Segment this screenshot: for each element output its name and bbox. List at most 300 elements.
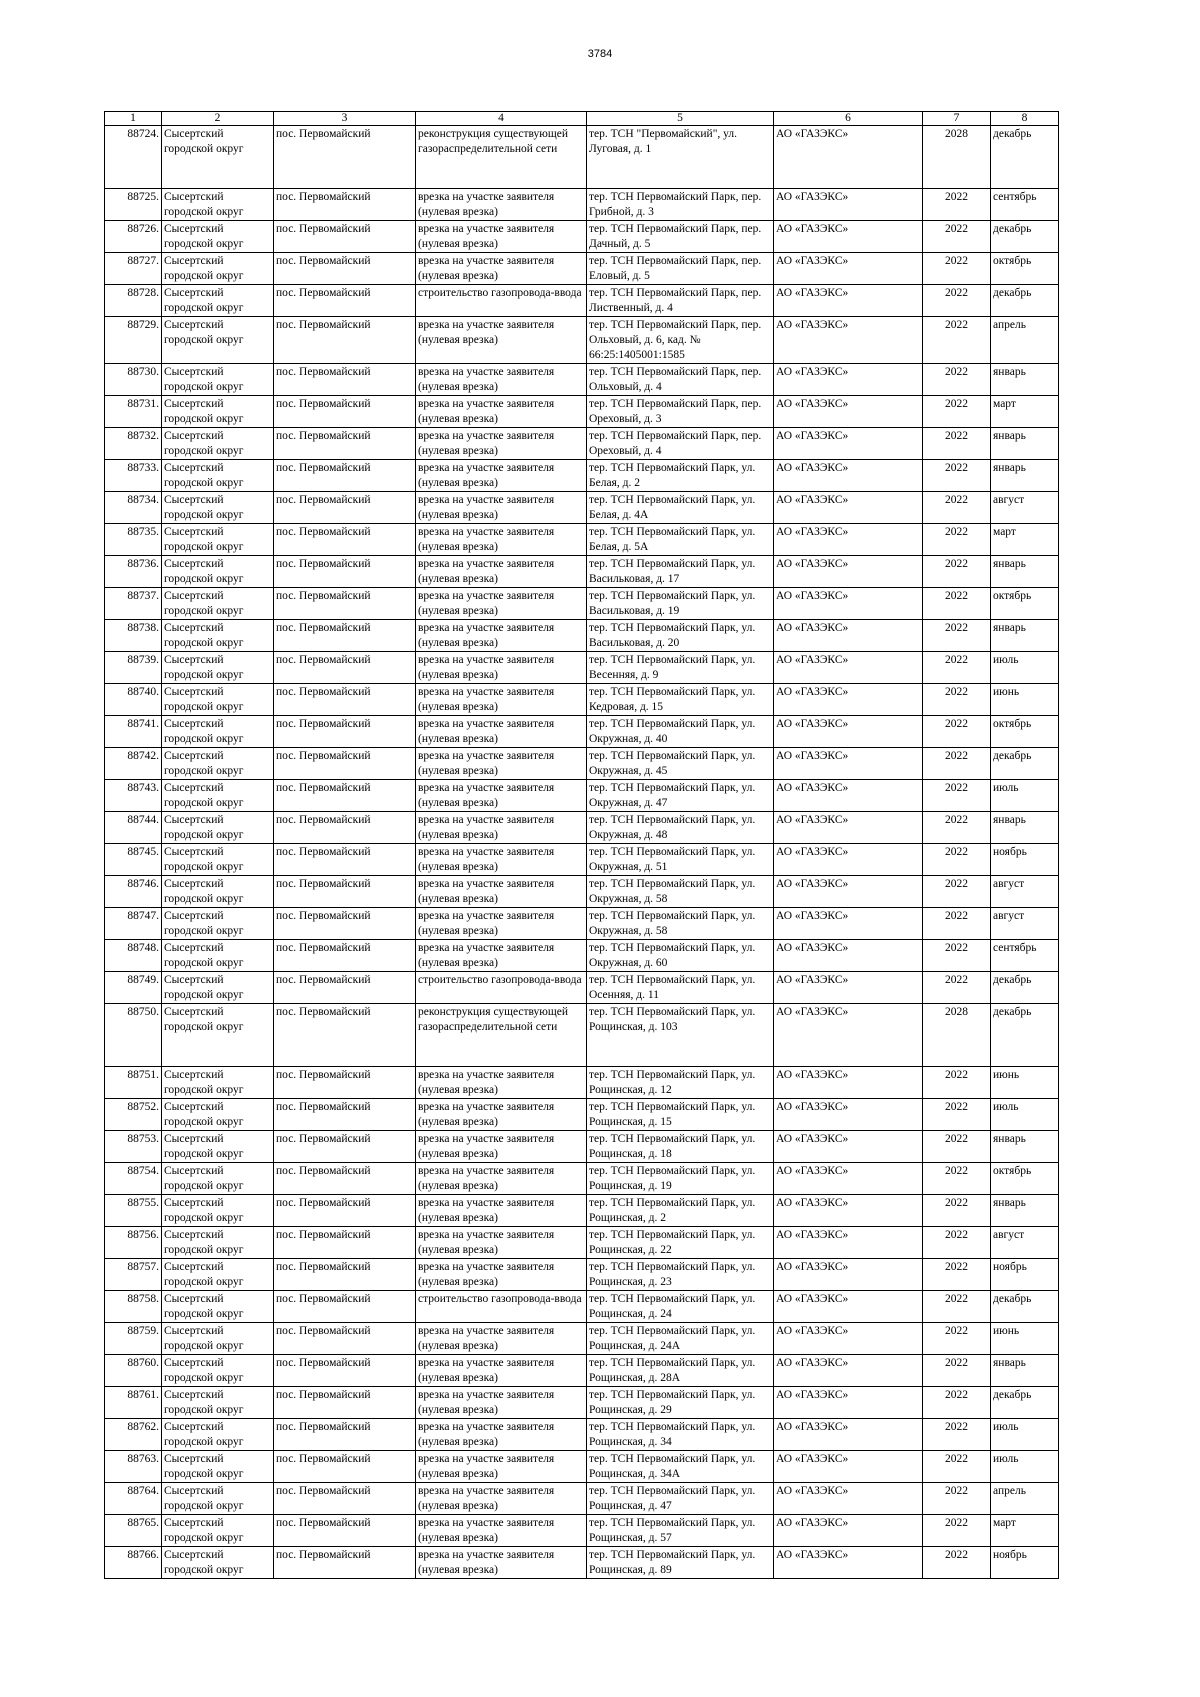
month-cell: декабрь	[991, 972, 1059, 1004]
table-row	[105, 189, 1059, 221]
row-number: 88742.	[105, 748, 162, 780]
district-cell: Сысертский городской округ	[162, 1004, 274, 1067]
year-cell: 2022	[923, 1195, 991, 1227]
locality-cell: пос. Первомайский	[274, 1291, 416, 1323]
address-cell: тер. ТСН Первомайский Парк, пер. Ореховый, д. 4	[587, 428, 774, 460]
row-number: 88736.	[105, 556, 162, 588]
month-cell: январь	[991, 556, 1059, 588]
month-cell: ноябрь	[991, 1547, 1059, 1579]
work-type-cell: врезка на участке заявителя (нулевая врезка)	[416, 1195, 587, 1227]
month-cell: январь	[991, 812, 1059, 844]
work-type-cell: врезка на участке заявителя (нулевая врезка)	[416, 684, 587, 716]
month-cell: август	[991, 908, 1059, 940]
address-cell: тер. ТСН Первомайский Парк, ул. Окружная, д. 58	[587, 876, 774, 908]
row-number: 88734.	[105, 492, 162, 524]
month-cell: август	[991, 876, 1059, 908]
column-header: 5	[587, 112, 774, 126]
address-cell: тер. ТСН Первомайский Парк, ул. Васильковая, д. 19	[587, 588, 774, 620]
address-cell: тер. ТСН Первомайский Парк, ул. Рощинская, д. 29	[587, 1387, 774, 1419]
organization-cell: АО «ГАЗЭКС»	[774, 780, 923, 812]
row-number: 88762.	[105, 1419, 162, 1451]
row-number: 88743.	[105, 780, 162, 812]
table-row	[105, 1067, 1059, 1099]
row-number: 88731.	[105, 396, 162, 428]
district-cell: Сысертский городской округ	[162, 588, 274, 620]
work-type-cell: врезка на участке заявителя (нулевая врезка)	[416, 253, 587, 285]
address-cell: тер. ТСН Первомайский Парк, ул. Окружная, д. 60	[587, 940, 774, 972]
organization-cell: АО «ГАЗЭКС»	[774, 1515, 923, 1547]
work-type-cell: врезка на участке заявителя (нулевая врезка)	[416, 1259, 587, 1291]
table-row	[105, 588, 1059, 620]
organization-cell: АО «ГАЗЭКС»	[774, 524, 923, 556]
month-cell: декабрь	[991, 285, 1059, 317]
locality-cell: пос. Первомайский	[274, 285, 416, 317]
organization-cell: АО «ГАЗЭКС»	[774, 620, 923, 652]
table-row	[105, 1547, 1059, 1579]
district-cell: Сысертский городской округ	[162, 1419, 274, 1451]
organization-cell: АО «ГАЗЭКС»	[774, 684, 923, 716]
district-cell: Сысертский городской округ	[162, 972, 274, 1004]
year-cell: 2022	[923, 908, 991, 940]
work-type-cell: врезка на участке заявителя (нулевая врезка)	[416, 428, 587, 460]
organization-cell: АО «ГАЗЭКС»	[774, 556, 923, 588]
month-cell: январь	[991, 428, 1059, 460]
organization-cell: АО «ГАЗЭКС»	[774, 1291, 923, 1323]
work-type-cell: врезка на участке заявителя (нулевая врезка)	[416, 1227, 587, 1259]
organization-cell: АО «ГАЗЭКС»	[774, 428, 923, 460]
locality-cell: пос. Первомайский	[274, 460, 416, 492]
work-type-cell: врезка на участке заявителя (нулевая врезка)	[416, 716, 587, 748]
row-number: 88755.	[105, 1195, 162, 1227]
row-number: 88751.	[105, 1067, 162, 1099]
table-row	[105, 221, 1059, 253]
year-cell: 2022	[923, 1291, 991, 1323]
month-cell: сентябрь	[991, 940, 1059, 972]
row-number: 88727.	[105, 253, 162, 285]
district-cell: Сысертский городской округ	[162, 1195, 274, 1227]
organization-cell: АО «ГАЗЭКС»	[774, 126, 923, 189]
address-cell: тер. ТСН Первомайский Парк, ул. Рощинская, д. 89	[587, 1547, 774, 1579]
organization-cell: АО «ГАЗЭКС»	[774, 396, 923, 428]
locality-cell: пос. Первомайский	[274, 428, 416, 460]
year-cell: 2022	[923, 189, 991, 221]
locality-cell: пос. Первомайский	[274, 844, 416, 876]
organization-cell: АО «ГАЗЭКС»	[774, 253, 923, 285]
district-cell: Сысертский городской округ	[162, 317, 274, 364]
address-cell: тер. ТСН Первомайский Парк, ул. Белая, д. 5А	[587, 524, 774, 556]
address-cell: тер. ТСН Первомайский Парк, ул. Рощинская, д. 24А	[587, 1323, 774, 1355]
organization-cell: АО «ГАЗЭКС»	[774, 317, 923, 364]
district-cell: Сысертский городской округ	[162, 524, 274, 556]
work-type-cell: врезка на участке заявителя (нулевая врезка)	[416, 780, 587, 812]
district-cell: Сысертский городской округ	[162, 1163, 274, 1195]
month-cell: ноябрь	[991, 844, 1059, 876]
work-type-cell: врезка на участке заявителя (нулевая врезка)	[416, 876, 587, 908]
row-number: 88763.	[105, 1451, 162, 1483]
organization-cell: АО «ГАЗЭКС»	[774, 1227, 923, 1259]
column-header: 1	[105, 112, 162, 126]
year-cell: 2022	[923, 812, 991, 844]
year-cell: 2022	[923, 1163, 991, 1195]
year-cell: 2022	[923, 1067, 991, 1099]
year-cell: 2022	[923, 1419, 991, 1451]
month-cell: июнь	[991, 1323, 1059, 1355]
table-row	[105, 1163, 1059, 1195]
organization-cell: АО «ГАЗЭКС»	[774, 972, 923, 1004]
row-number: 88724.	[105, 126, 162, 189]
table-row	[105, 428, 1059, 460]
district-cell: Сысертский городской округ	[162, 780, 274, 812]
table-row	[105, 620, 1059, 652]
work-type-cell: врезка на участке заявителя (нулевая врезка)	[416, 812, 587, 844]
work-type-cell: врезка на участке заявителя (нулевая врезка)	[416, 1323, 587, 1355]
locality-cell: пос. Первомайский	[274, 1195, 416, 1227]
work-type-cell: врезка на участке заявителя (нулевая врезка)	[416, 364, 587, 396]
month-cell: июнь	[991, 684, 1059, 716]
table-row	[105, 908, 1059, 940]
column-header: 8	[991, 112, 1059, 126]
organization-cell: АО «ГАЗЭКС»	[774, 364, 923, 396]
month-cell: июль	[991, 1419, 1059, 1451]
organization-cell: АО «ГАЗЭКС»	[774, 492, 923, 524]
locality-cell: пос. Первомайский	[274, 364, 416, 396]
address-cell: тер. ТСН Первомайский Парк, ул. Окружная, д. 48	[587, 812, 774, 844]
row-number: 88756.	[105, 1227, 162, 1259]
locality-cell: пос. Первомайский	[274, 716, 416, 748]
work-type-cell: врезка на участке заявителя (нулевая врезка)	[416, 189, 587, 221]
address-cell: тер. ТСН Первомайский Парк, ул. Рощинская, д. 47	[587, 1483, 774, 1515]
table-row	[105, 716, 1059, 748]
column-header: 6	[774, 112, 923, 126]
district-cell: Сысертский городской округ	[162, 652, 274, 684]
table-row	[105, 1323, 1059, 1355]
month-cell: декабрь	[991, 1291, 1059, 1323]
locality-cell: пос. Первомайский	[274, 1099, 416, 1131]
organization-cell: АО «ГАЗЭКС»	[774, 844, 923, 876]
row-number: 88749.	[105, 972, 162, 1004]
organization-cell: АО «ГАЗЭКС»	[774, 908, 923, 940]
row-number: 88752.	[105, 1099, 162, 1131]
district-cell: Сысертский городской округ	[162, 1451, 274, 1483]
row-number: 88728.	[105, 285, 162, 317]
address-cell: тер. ТСН Первомайский Парк, ул. Окружная, д. 40	[587, 716, 774, 748]
month-cell: октябрь	[991, 716, 1059, 748]
district-cell: Сысертский городской округ	[162, 285, 274, 317]
district-cell: Сысертский городской округ	[162, 1547, 274, 1579]
month-cell: октябрь	[991, 1163, 1059, 1195]
year-cell: 2022	[923, 221, 991, 253]
table-row	[105, 253, 1059, 285]
address-cell: тер. ТСН Первомайский Парк, ул. Васильковая, д. 17	[587, 556, 774, 588]
district-cell: Сысертский городской округ	[162, 1515, 274, 1547]
work-type-cell: врезка на участке заявителя (нулевая врезка)	[416, 524, 587, 556]
locality-cell: пос. Первомайский	[274, 221, 416, 253]
year-cell: 2022	[923, 972, 991, 1004]
work-type-cell: врезка на участке заявителя (нулевая врезка)	[416, 908, 587, 940]
month-cell: сентябрь	[991, 189, 1059, 221]
year-cell: 2028	[923, 1004, 991, 1067]
locality-cell: пос. Первомайский	[274, 492, 416, 524]
table-row	[105, 492, 1059, 524]
address-cell: тер. ТСН Первомайский Парк, ул. Кедровая, д. 15	[587, 684, 774, 716]
address-cell: тер. ТСН Первомайский Парк, ул. Рощинская, д. 19	[587, 1163, 774, 1195]
district-cell: Сысертский городской округ	[162, 126, 274, 189]
year-cell: 2022	[923, 652, 991, 684]
district-cell: Сысертский городской округ	[162, 221, 274, 253]
organization-cell: АО «ГАЗЭКС»	[774, 1259, 923, 1291]
address-cell: тер. ТСН Первомайский Парк, ул. Рощинская, д. 12	[587, 1067, 774, 1099]
row-number: 88760.	[105, 1355, 162, 1387]
district-cell: Сысертский городской округ	[162, 1323, 274, 1355]
table-row	[105, 285, 1059, 317]
month-cell: июль	[991, 652, 1059, 684]
district-cell: Сысертский городской округ	[162, 364, 274, 396]
row-number: 88737.	[105, 588, 162, 620]
month-cell: январь	[991, 364, 1059, 396]
month-cell: январь	[991, 620, 1059, 652]
work-type-cell: реконструкция существующей газораспределительной сети	[416, 1004, 587, 1067]
district-cell: Сысертский городской округ	[162, 940, 274, 972]
address-cell: тер. ТСН Первомайский Парк, ул. Окружная, д. 47	[587, 780, 774, 812]
locality-cell: пос. Первомайский	[274, 1355, 416, 1387]
table-row	[105, 652, 1059, 684]
address-cell: тер. ТСН Первомайский Парк, пер. Лиственный, д. 4	[587, 285, 774, 317]
organization-cell: АО «ГАЗЭКС»	[774, 1131, 923, 1163]
row-number: 88759.	[105, 1323, 162, 1355]
district-cell: Сысертский городской округ	[162, 908, 274, 940]
district-cell: Сысертский городской округ	[162, 748, 274, 780]
address-cell: тер. ТСН Первомайский Парк, пер. Ореховый, д. 3	[587, 396, 774, 428]
district-cell: Сысертский городской округ	[162, 396, 274, 428]
month-cell: октябрь	[991, 588, 1059, 620]
year-cell: 2022	[923, 1131, 991, 1163]
work-type-cell: врезка на участке заявителя (нулевая врезка)	[416, 1099, 587, 1131]
work-type-cell: врезка на участке заявителя (нулевая врезка)	[416, 748, 587, 780]
locality-cell: пос. Первомайский	[274, 1515, 416, 1547]
address-cell: тер. ТСН Первомайский Парк, ул. Рощинская, д. 18	[587, 1131, 774, 1163]
address-cell: тер. ТСН Первомайский Парк, ул. Рощинская, д. 24	[587, 1291, 774, 1323]
locality-cell: пос. Первомайский	[274, 940, 416, 972]
year-cell: 2022	[923, 1451, 991, 1483]
locality-cell: пос. Первомайский	[274, 396, 416, 428]
district-cell: Сысертский городской округ	[162, 1227, 274, 1259]
organization-cell: АО «ГАЗЭКС»	[774, 876, 923, 908]
work-type-cell: врезка на участке заявителя (нулевая врезка)	[416, 317, 587, 364]
month-cell: ноябрь	[991, 1259, 1059, 1291]
table-row	[105, 684, 1059, 716]
table-row	[105, 748, 1059, 780]
organization-cell: АО «ГАЗЭКС»	[774, 1067, 923, 1099]
month-cell: март	[991, 524, 1059, 556]
organization-cell: АО «ГАЗЭКС»	[774, 1483, 923, 1515]
month-cell: январь	[991, 1131, 1059, 1163]
district-cell: Сысертский городской округ	[162, 684, 274, 716]
month-cell: август	[991, 1227, 1059, 1259]
column-number-row	[105, 112, 1059, 126]
year-cell: 2022	[923, 1227, 991, 1259]
row-number: 88757.	[105, 1259, 162, 1291]
address-cell: тер. ТСН Первомайский Парк, пер. Дачный, д. 5	[587, 221, 774, 253]
work-type-cell: врезка на участке заявителя (нулевая врезка)	[416, 396, 587, 428]
row-number: 88761.	[105, 1387, 162, 1419]
district-cell: Сысертский городской округ	[162, 492, 274, 524]
year-cell: 2022	[923, 1387, 991, 1419]
district-cell: Сысертский городской округ	[162, 253, 274, 285]
month-cell: июнь	[991, 1067, 1059, 1099]
work-type-cell: врезка на участке заявителя (нулевая врезка)	[416, 844, 587, 876]
district-cell: Сысертский городской округ	[162, 1067, 274, 1099]
year-cell: 2022	[923, 317, 991, 364]
year-cell: 2022	[923, 716, 991, 748]
table-row	[105, 1387, 1059, 1419]
locality-cell: пос. Первомайский	[274, 317, 416, 364]
locality-cell: пос. Первомайский	[274, 1451, 416, 1483]
work-type-cell: строительство газопровода-ввода	[416, 972, 587, 1004]
table-row	[105, 844, 1059, 876]
address-cell: тер. ТСН Первомайский Парк, ул. Осенняя, д. 11	[587, 972, 774, 1004]
work-type-cell: реконструкция существующей газораспределительной сети	[416, 126, 587, 189]
month-cell: март	[991, 396, 1059, 428]
locality-cell: пос. Первомайский	[274, 1387, 416, 1419]
row-number: 88741.	[105, 716, 162, 748]
table-row	[105, 1131, 1059, 1163]
organization-cell: АО «ГАЗЭКС»	[774, 221, 923, 253]
year-cell: 2022	[923, 748, 991, 780]
address-cell: тер. ТСН Первомайский Парк, ул. Рощинская, д. 23	[587, 1259, 774, 1291]
work-type-cell: строительство газопровода-ввода	[416, 1291, 587, 1323]
year-cell: 2022	[923, 1483, 991, 1515]
row-number: 88733.	[105, 460, 162, 492]
locality-cell: пос. Первомайский	[274, 524, 416, 556]
locality-cell: пос. Первомайский	[274, 253, 416, 285]
year-cell: 2022	[923, 1323, 991, 1355]
address-cell: тер. ТСН Первомайский Парк, ул. Рощинская, д. 2	[587, 1195, 774, 1227]
work-type-cell: врезка на участке заявителя (нулевая врезка)	[416, 221, 587, 253]
table-row	[105, 1483, 1059, 1515]
locality-cell: пос. Первомайский	[274, 1547, 416, 1579]
locality-cell: пос. Первомайский	[274, 876, 416, 908]
row-number: 88738.	[105, 620, 162, 652]
address-cell: тер. ТСН Первомайский Парк, пер. Ольховый, д. 6, кад. № 66:25:1405001:1585	[587, 317, 774, 364]
organization-cell: АО «ГАЗЭКС»	[774, 1163, 923, 1195]
year-cell: 2028	[923, 126, 991, 189]
locality-cell: пос. Первомайский	[274, 1259, 416, 1291]
year-cell: 2022	[923, 588, 991, 620]
row-number: 88740.	[105, 684, 162, 716]
district-cell: Сысертский городской округ	[162, 189, 274, 221]
work-type-cell: врезка на участке заявителя (нулевая врезка)	[416, 1387, 587, 1419]
address-cell: тер. ТСН Первомайский Парк, пер. Грибной, д. 3	[587, 189, 774, 221]
address-cell: тер. ТСН Первомайский Парк, пер. Ольховый, д. 4	[587, 364, 774, 396]
row-number: 88726.	[105, 221, 162, 253]
page-number: 3784	[587, 48, 613, 60]
address-cell: тер. ТСН Первомайский Парк, ул. Васильковая, д. 20	[587, 620, 774, 652]
locality-cell: пос. Первомайский	[274, 1067, 416, 1099]
row-number: 88765.	[105, 1515, 162, 1547]
organization-cell: АО «ГАЗЭКС»	[774, 940, 923, 972]
work-type-cell: врезка на участке заявителя (нулевая врезка)	[416, 620, 587, 652]
row-number: 88735.	[105, 524, 162, 556]
year-cell: 2022	[923, 428, 991, 460]
organization-cell: АО «ГАЗЭКС»	[774, 748, 923, 780]
table-row	[105, 126, 1059, 189]
row-number: 88764.	[105, 1483, 162, 1515]
row-number: 88745.	[105, 844, 162, 876]
row-number: 88758.	[105, 1291, 162, 1323]
year-cell: 2022	[923, 396, 991, 428]
address-cell: тер. ТСН Первомайский Парк, ул. Окружная, д. 58	[587, 908, 774, 940]
year-cell: 2022	[923, 556, 991, 588]
year-cell: 2022	[923, 1515, 991, 1547]
year-cell: 2022	[923, 460, 991, 492]
district-cell: Сысертский городской округ	[162, 556, 274, 588]
month-cell: январь	[991, 1355, 1059, 1387]
row-number: 88732.	[105, 428, 162, 460]
work-type-cell: строительство газопровода-ввода	[416, 285, 587, 317]
table-row	[105, 940, 1059, 972]
row-number: 88739.	[105, 652, 162, 684]
work-type-cell: врезка на участке заявителя (нулевая врезка)	[416, 1547, 587, 1579]
row-number: 88748.	[105, 940, 162, 972]
month-cell: март	[991, 1515, 1059, 1547]
work-type-cell: врезка на участке заявителя (нулевая врезка)	[416, 1451, 587, 1483]
organization-cell: АО «ГАЗЭКС»	[774, 1547, 923, 1579]
district-cell: Сысертский городской округ	[162, 460, 274, 492]
locality-cell: пос. Первомайский	[274, 126, 416, 189]
address-cell: тер. ТСН Первомайский Парк, ул. Рощинская, д. 22	[587, 1227, 774, 1259]
district-cell: Сысертский городской округ	[162, 1131, 274, 1163]
month-cell: декабрь	[991, 1004, 1059, 1067]
table-row	[105, 556, 1059, 588]
organization-cell: АО «ГАЗЭКС»	[774, 1355, 923, 1387]
table-row	[105, 1227, 1059, 1259]
table-row	[105, 1099, 1059, 1131]
district-cell: Сысертский городской округ	[162, 1387, 274, 1419]
year-cell: 2022	[923, 844, 991, 876]
district-cell: Сысертский городской округ	[162, 1355, 274, 1387]
district-cell: Сысертский городской округ	[162, 428, 274, 460]
month-cell: декабрь	[991, 126, 1059, 189]
table-row	[105, 876, 1059, 908]
row-number: 88747.	[105, 908, 162, 940]
row-number: 88753.	[105, 1131, 162, 1163]
row-number: 88729.	[105, 317, 162, 364]
locality-cell: пос. Первомайский	[274, 972, 416, 1004]
table-row	[105, 460, 1059, 492]
year-cell: 2022	[923, 364, 991, 396]
table-row	[105, 1451, 1059, 1483]
table-row	[105, 972, 1059, 1004]
address-cell: тер. ТСН Первомайский Парк, ул. Белая, д. 2	[587, 460, 774, 492]
district-cell: Сысертский городской округ	[162, 876, 274, 908]
locality-cell: пос. Первомайский	[274, 908, 416, 940]
locality-cell: пос. Первомайский	[274, 1163, 416, 1195]
table-row	[105, 1419, 1059, 1451]
table-row	[105, 364, 1059, 396]
address-cell: тер. ТСН Первомайский Парк, ул. Весенняя, д. 9	[587, 652, 774, 684]
table-row	[105, 1291, 1059, 1323]
address-cell: тер. ТСН Первомайский Парк, ул. Рощинская, д. 103	[587, 1004, 774, 1067]
locality-cell: пос. Первомайский	[274, 1131, 416, 1163]
address-cell: тер. ТСН Первомайский Парк, ул. Рощинская, д. 34	[587, 1419, 774, 1451]
month-cell: апрель	[991, 1483, 1059, 1515]
district-cell: Сысертский городской округ	[162, 1259, 274, 1291]
locality-cell: пос. Первомайский	[274, 1227, 416, 1259]
row-number: 88754.	[105, 1163, 162, 1195]
locality-cell: пос. Первомайский	[274, 780, 416, 812]
district-cell: Сысертский городской округ	[162, 812, 274, 844]
table-row	[105, 1004, 1059, 1067]
